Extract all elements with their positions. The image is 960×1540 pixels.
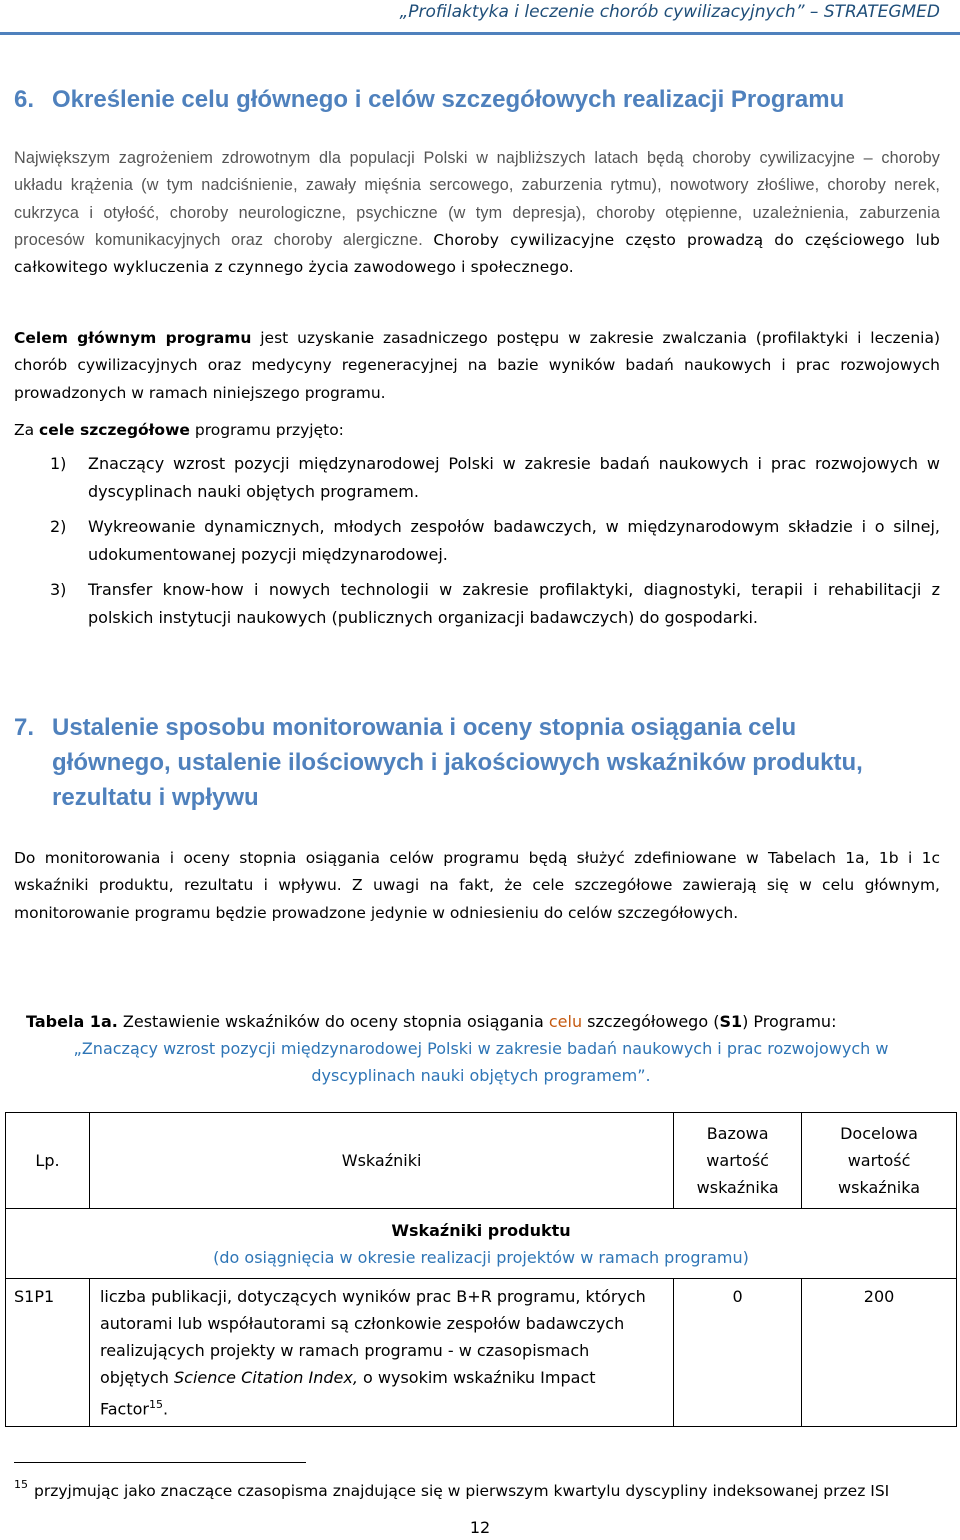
list-item-number: 2) [50, 517, 67, 536]
caption-goal-title: „Znaczący wzrost pozycji międzynarodowej Polski w zakresie badań naukowych i prac rozwojowych w dyscyplinach nauki objętych programem”. [73, 1039, 889, 1085]
specific-goals-label: cele szczegółowe [39, 421, 190, 439]
header-base-value: Bazowa wartość wskaźnika [674, 1113, 802, 1209]
indicators-table [5, 1112, 957, 1427]
specific-goals-list [50, 450, 940, 639]
caption-goal-code: S1 [719, 1012, 743, 1031]
table-caption-line [26, 1008, 936, 1035]
footnote-reference[interactable]: 15 [148, 1398, 163, 1411]
group-cell [6, 1209, 957, 1279]
specific-goals-pre: Za [14, 421, 40, 439]
table-row [6, 1279, 957, 1427]
main-goal-label: Celem głównym programu [14, 329, 252, 347]
row-indicator-end: . [162, 1399, 169, 1419]
caption-text-post: ) Programu: [742, 1012, 837, 1031]
row-indicator-italic: Science Citation Index, [173, 1368, 358, 1387]
section-6-title: Określenie celu głównego i celów szczegółowych realizacji Programu [52, 86, 845, 113]
header-rule [0, 32, 960, 35]
list-item-number: 3) [50, 580, 67, 599]
group-subtitle: (do osiągnięcia w okresie realizacji projektów w ramach programu) [213, 1247, 749, 1267]
table-header-row [6, 1113, 957, 1209]
main-goal-text: jest uzyskanie zasadniczego postępu w zakresie zwalczania (profilaktyki i leczenia) chorób cywilizacyjnych oraz medycyny regeneracyjnej na bazie wyników badań naukowych i prac rozwojowych prowadzonych w ramach niniejszego programu. [14, 329, 940, 402]
intro-paragraph-b: Choroby cywilizacyjne często prowadzą do częściowego lub całkowitego wykluczenia z czynnego życia zawodowego i społecznego. [14, 230, 940, 277]
list-item [50, 576, 940, 631]
footnote-separator [14, 1462, 306, 1463]
section-6-number: 6. [14, 86, 35, 113]
section-7-number: 7. [14, 714, 35, 741]
running-header: „Profilaktyka i leczenie chorób cywilizacyjnych” – STRATEGMED [399, 2, 940, 22]
section-7-paragraph: Do monitorowania i oceny stopnia osiągania celów programu będą służyć zdefiniowane w Tabelach 1a, 1b i 1c wskaźniki produktu, rezultatu i wpływu. Z uwagi na fakt, że cele szczegółowe zawierają się w celu głównym, monitorowanie programu będzie prowadzone jedynie w odniesieniu do celów szczegółowych. [14, 849, 940, 922]
list-item [50, 513, 940, 568]
row-base-value: 0 [674, 1279, 802, 1427]
caption-text-pre: Zestawienie wskaźników do oceny stopnia osiągania [117, 1012, 549, 1031]
row-indicator-text-b: o wysokim wskaźniku Impact Factor [99, 1368, 596, 1419]
group-title: Wskaźniki produktu [391, 1220, 571, 1240]
section-7-title: Ustalenie sposobu monitorowania i oceny stopnia osiągania celu głównego, ustalenie ilościowych i jakościowych wskaźników produktu, rezultatu i wpływu [52, 714, 863, 811]
page-number: 12 [469, 1518, 491, 1537]
row-lp: S1P1 [6, 1279, 90, 1427]
specific-goals-post: programu przyjęto: [189, 421, 344, 439]
intro-paragraph-a: Największym zagrożeniem zdrowotnym dla populacji Polski w najbliższych latach będą choroby cywilizacyjne – choroby układu krążenia (w tym nadciśnienie, zawały mięśnia sercowego, zaburzenia rytmu), nowotwory złośliwe, choroby nerek, cukrzyca i otyłość, choroby neurologiczne, psychiczne (w tym depresja), choroby otępienne, uzależnienia, zaburzenia procesów komunikacyjnych oraz choroby alergiczne. [14, 149, 940, 249]
row-target-value: 200 [802, 1279, 957, 1427]
header-target-value: Docelowa wartość wskaźnika [802, 1113, 957, 1209]
caption-text-mid: szczegółowego ( [582, 1012, 720, 1031]
section-7-body [14, 845, 940, 927]
table-label: Tabela 1a. [26, 1012, 118, 1031]
section-6-intro [14, 145, 940, 281]
caption-accent-word: celu [548, 1012, 583, 1031]
footnote-text: przyjmując jako znaczące czasopisma znajdujące się w pierwszym kwartylu dyscypliny indeksowanej przez ISI [34, 1482, 890, 1500]
list-item-text: Transfer know-how i nowych technologii w zakresie profilaktyki, diagnostyki, terapii i rehabilitacji z polskich instytucji naukowych (publicznych organizacji badawczych) do gospodarki. [88, 580, 940, 627]
table-caption [26, 1008, 936, 1089]
footnote [14, 1470, 944, 1506]
table-group-row [6, 1209, 957, 1279]
header-indicators: Wskaźniki [89, 1113, 673, 1209]
list-item [50, 450, 940, 505]
main-goal-paragraph [14, 325, 940, 407]
specific-goals-intro [14, 417, 940, 444]
list-item-text: Znaczący wzrost pozycji międzynarodowej Polski w zakresie badań naukowych i prac rozwojowych w dyscyplinach nauki objętych programem. [88, 454, 940, 501]
row-indicator [89, 1279, 673, 1427]
list-item-text: Wykreowanie dynamicznych, młodych zespołów badawczych, w międzynarodowym składzie i o silnej, udokumentowanej pozycji międzynarodowej. [88, 517, 940, 564]
footnote-mark: 15 [14, 1478, 28, 1491]
row-indicator-text: liczba publikacji, dotyczących wyników prac B+R programu, których autorami lub współautorami są członkowie zespołów badawczych realizujących projekty w ramach programu - w czasopismach objętych [99, 1287, 646, 1387]
header-lp: Lp. [6, 1113, 90, 1209]
list-item-number: 1) [50, 454, 67, 473]
